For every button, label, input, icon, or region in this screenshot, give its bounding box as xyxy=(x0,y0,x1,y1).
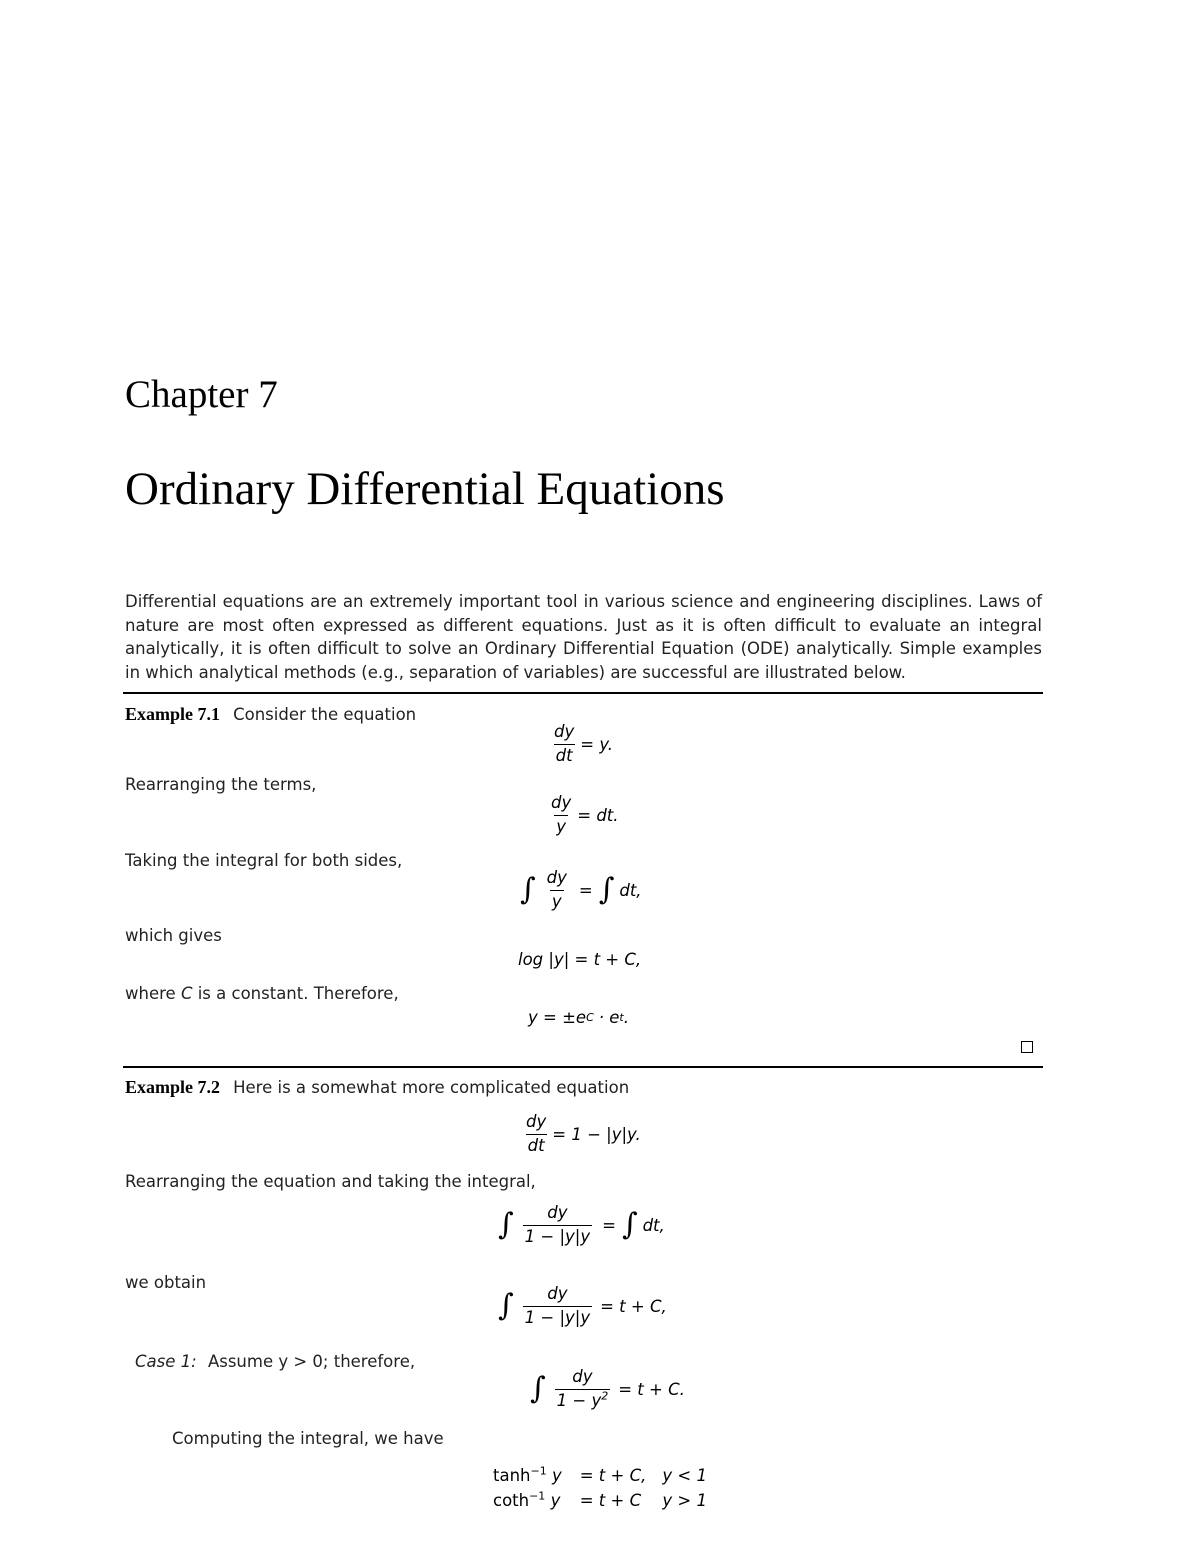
fn-var: y xyxy=(551,1466,562,1485)
fn-sup: −1 xyxy=(529,1489,546,1503)
row-1-rhs: = t + C, xyxy=(579,1466,647,1485)
equation-log: log |y| = t + C, xyxy=(518,950,642,969)
equation-integral-4 xyxy=(530,1369,685,1409)
frac-num: dy xyxy=(526,1112,547,1131)
which-gives-text: which gives xyxy=(125,926,222,945)
sol-lhs: y = ±e xyxy=(528,1008,587,1027)
integral-sign: ∫ xyxy=(598,872,615,907)
fn-sup: −1 xyxy=(530,1464,547,1478)
row-1-cond: y < 1 xyxy=(662,1466,707,1485)
equation-separated xyxy=(545,795,619,835)
frac-num: dy xyxy=(547,1203,568,1222)
equation-solution: y = ±e C · e t . xyxy=(528,1008,629,1027)
row-2-rhs: = t + C xyxy=(579,1491,642,1510)
eq-rhs: = 1 − |y|y. xyxy=(552,1124,641,1144)
eq-rhs: dt, xyxy=(642,1215,665,1235)
example-7-1-heading xyxy=(125,704,416,725)
frac-den: dt xyxy=(555,745,573,765)
integral-sign: ∫ xyxy=(498,1207,514,1242)
frac-den: y xyxy=(556,816,566,836)
equation-integral-2 xyxy=(498,1205,665,1245)
equation-integral-3 xyxy=(498,1286,667,1326)
inverse-hyperbolic-table xyxy=(493,1466,707,1510)
where-text xyxy=(125,984,399,1003)
eq-rhs: = dt. xyxy=(577,805,619,825)
case-1-text xyxy=(135,1352,415,1371)
chapter-title: Ordinary Differential Equations xyxy=(125,463,725,515)
frac-den-sup: 2 xyxy=(601,1389,609,1402)
example-separator-rule xyxy=(123,1066,1043,1068)
frac-num: dy xyxy=(546,868,567,887)
eq-rhs: = t + C. xyxy=(618,1379,685,1399)
where-word: where xyxy=(125,984,176,1003)
example-intro: Here is a somewhat more complicated equation xyxy=(233,1078,630,1097)
we-obtain-text: we obtain xyxy=(125,1273,207,1292)
integral-sign: ∫ xyxy=(498,1288,514,1323)
frac-den: dt xyxy=(527,1135,545,1155)
integral-sign: ∫ xyxy=(520,872,536,907)
example-label: Example 7.1 xyxy=(125,704,221,724)
example-top-rule xyxy=(123,692,1043,694)
fn-var: y xyxy=(550,1491,561,1510)
row-2-fn xyxy=(493,1491,562,1510)
example-intro: Consider the equation xyxy=(233,705,417,724)
fn-name: coth xyxy=(493,1491,530,1510)
taking-integral-text: Taking the integral for both sides, xyxy=(125,851,403,870)
frac-den: 1 − |y|y xyxy=(524,1307,591,1327)
rearranging-text: Rearranging the terms, xyxy=(125,775,317,794)
fn-name: tanh xyxy=(493,1466,531,1485)
intro-paragraph: Differential equations are an extremely important tool in various science and engineering disciplines. Laws of nature are most often expressed as different equations. Just as it is often difficult to evaluate an integral analytically, it is often difficult to solve an Ordinary Differential Equation (ODE) analytically. Simple examples in which analytical methods (e.g., separation of variables) are successful are illustrated below. xyxy=(125,592,1042,682)
eq-rhs: dt, xyxy=(619,880,642,900)
integral-sign: ∫ xyxy=(530,1371,546,1406)
sol-mid: · e xyxy=(598,1008,620,1027)
frac-num: dy xyxy=(572,1367,593,1386)
example-label: Example 7.2 xyxy=(125,1077,221,1097)
row-1-fn xyxy=(493,1466,562,1485)
case-label: Case 1: xyxy=(135,1352,197,1371)
chapter-label: Chapter 7 xyxy=(125,373,278,416)
equals: = xyxy=(602,1215,616,1235)
sol-end: . xyxy=(623,1008,629,1027)
equation-integral xyxy=(520,870,642,910)
frac-den xyxy=(555,1389,611,1410)
rearranging-eq-text: Rearranging the equation and taking the integral, xyxy=(125,1172,536,1191)
constant-symbol: C xyxy=(180,984,193,1003)
computing-text: Computing the integral, we have xyxy=(172,1429,444,1448)
frac-num: dy xyxy=(547,1284,568,1303)
frac-den: 1 − |y|y xyxy=(524,1226,591,1246)
example-7-2-heading xyxy=(125,1077,629,1098)
where-rest: is a constant. Therefore, xyxy=(197,984,399,1003)
equation-dy-dt xyxy=(548,724,613,764)
eq-rhs: = t + C, xyxy=(600,1296,667,1316)
frac-den-text: 1 − y xyxy=(556,1390,602,1410)
integral-sign: ∫ xyxy=(621,1207,638,1242)
frac-den: y xyxy=(551,891,562,911)
eq-rhs: = y. xyxy=(580,734,614,754)
equals: = xyxy=(578,880,593,900)
qed-box-icon xyxy=(1021,1041,1033,1053)
equation-nonlinear xyxy=(520,1114,641,1154)
row-2-cond: y > 1 xyxy=(662,1491,707,1510)
case-body: Assume y > 0; therefore, xyxy=(207,1352,416,1371)
frac-num: dy xyxy=(551,793,572,812)
frac-num: dy xyxy=(554,722,575,741)
